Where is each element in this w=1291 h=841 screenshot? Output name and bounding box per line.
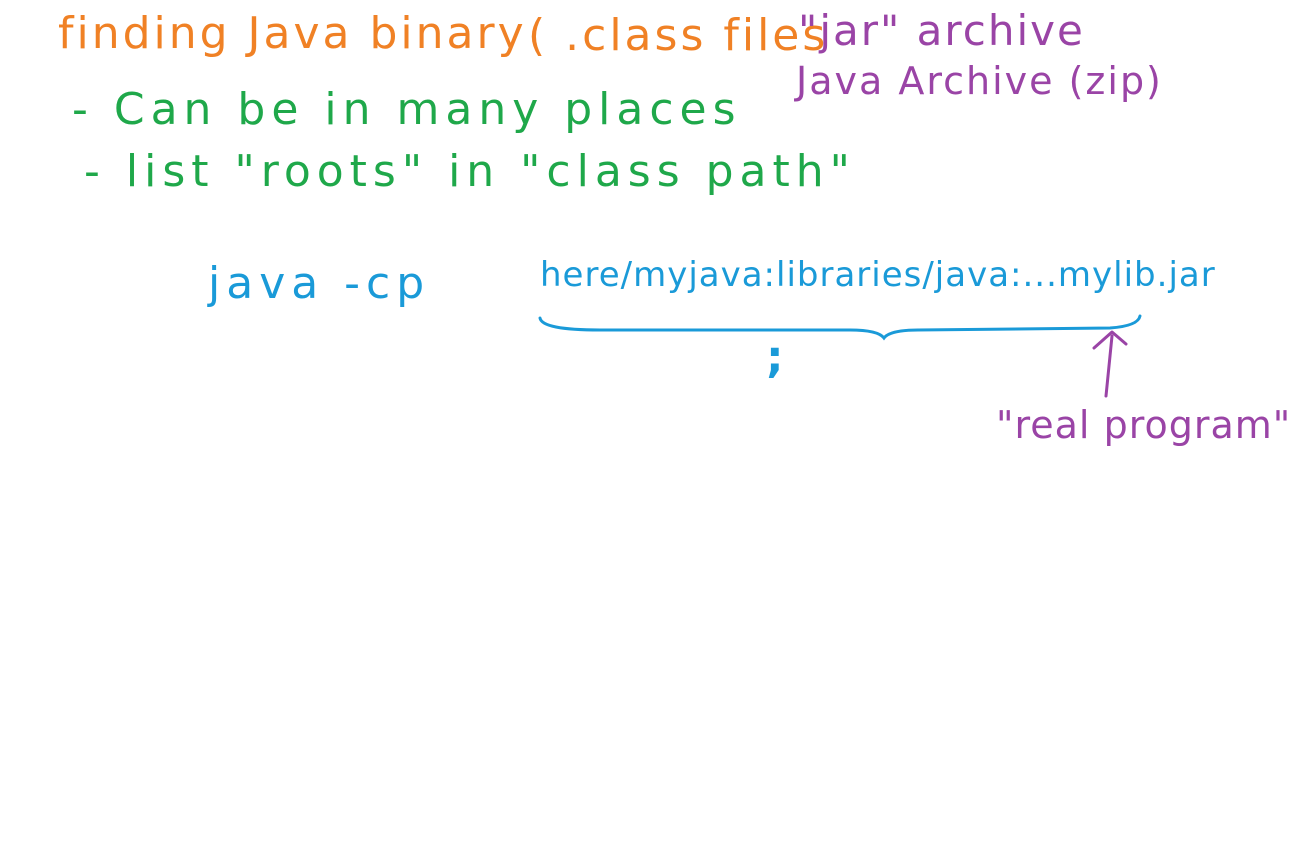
heading-class-files: ( .class files: [528, 10, 829, 61]
classpath-brace: [540, 316, 1140, 338]
bullet-many-places: - Can be in many places: [72, 84, 742, 135]
heading-jar-archive: "jar" archive: [798, 6, 1085, 55]
command-java-cp: java -cp: [208, 258, 431, 309]
bullet-list-roots-classpath: - list "roots" in "class path": [84, 146, 856, 197]
arrow-to-jar: [1094, 332, 1126, 396]
separator-semicolon: ;: [766, 332, 785, 383]
note-java-archive-zip: Java Archive (zip): [796, 59, 1163, 103]
classpath-value: here/myjava:libraries/java:...mylib.jar: [540, 255, 1216, 295]
note-real-program: "real program": [996, 403, 1291, 447]
heading-finding-java-binary: finding Java binary: [58, 8, 527, 59]
